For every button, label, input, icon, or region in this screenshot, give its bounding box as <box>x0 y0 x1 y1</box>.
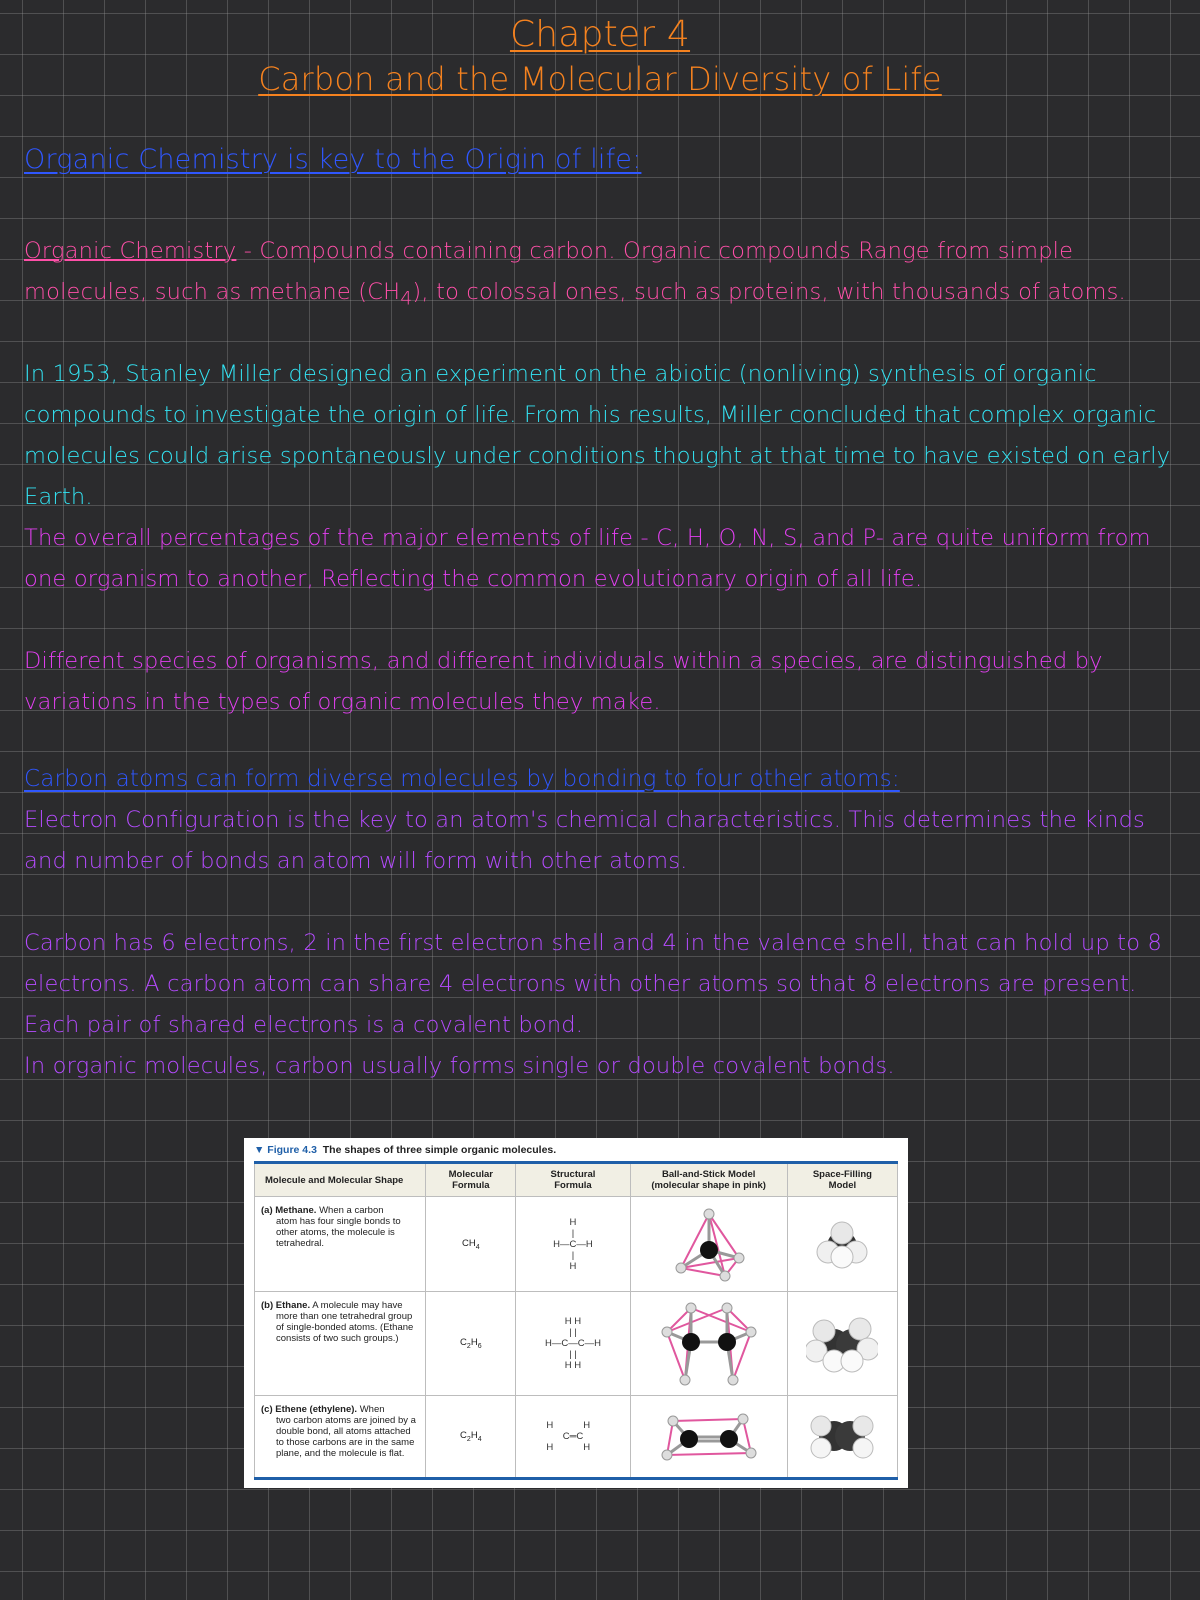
molecule-shapes-table <box>254 1161 898 1480</box>
carbon-electrons-paragraph: Carbon has 6 electrons, 2 in the first electron shell and 4 in the valence shell, that can hold up to 8 electrons. A carbon atom can share 4 electrons with other atoms so that 8 electrons are present. Each pair of shared electrons is a covalent bond. <box>24 930 1163 1038</box>
organic-chemistry-paragraph <box>24 231 1194 320</box>
table-header-row <box>255 1163 898 1197</box>
section-heading-origin: Organic Chemistry is key to the Origin of life: <box>24 144 642 175</box>
electron-configuration-paragraph: Electron Configuration is the key to an atom's chemical characteristics. This determines the kinds and number of bonds an atom will form with other atoms. <box>24 807 1145 874</box>
organic-chemistry-definition: - Compounds containing carbon. Organic compounds Range from simple molecules, such as methane (CH <box>24 238 1074 305</box>
methane-description: (a) Methane. When a carbon atom has four single bonds to other atoms, the molecule is tetrahedral. <box>255 1197 426 1292</box>
figure-caption-text: The shapes of three simple organic molecules. <box>322 1144 557 1156</box>
carbon-bonds-paragraph: In organic molecules, carbon usually forms single or double covalent bonds. <box>24 1053 895 1079</box>
organic-chemistry-definition-end: ), to colossal ones, such as proteins, with thousands of atoms. <box>412 279 1126 305</box>
figure-number: ▼ Figure 4.3 <box>254 1144 317 1156</box>
section-heading-carbon-bonding: Carbon atoms can form diverse molecules by bonding to four other atoms: <box>24 766 900 792</box>
chapter-subtitle: Carbon and the Molecular Diversity of Life <box>258 60 942 98</box>
methane-ball-and-stick-icon <box>630 1197 787 1292</box>
methane-space-filling-icon <box>787 1197 897 1292</box>
ethene-molecular-formula: $C_2H_4$ <box>426 1396 516 1479</box>
methane-subscript: 4 <box>400 288 413 310</box>
figure-caption <box>254 1144 898 1156</box>
ethane-structural-formula: H H | | H—C—C—H | | H H <box>516 1292 630 1396</box>
header-structural-formula: Structural Formula <box>516 1163 630 1197</box>
ethane-space-filling-icon <box>787 1292 897 1396</box>
ethene-structural-formula: H H C═C H H <box>516 1396 630 1479</box>
ethene-space-filling-icon <box>787 1396 897 1479</box>
table-row <box>255 1396 898 1479</box>
table-row <box>255 1292 898 1396</box>
percentages-paragraph: The overall percentages of the major elements of life - C, H, O, N, S, and P- are quite uniform from one organism to another, Reflecting the common evolutionary origin of all life. <box>24 525 1151 592</box>
ethene-ball-and-stick-icon <box>630 1396 787 1479</box>
methane-molecular-formula: $CH_4$ <box>426 1197 516 1292</box>
ethane-molecular-formula: $C_2H_6$ <box>426 1292 516 1396</box>
miller-paragraph: In 1953, Stanley Miller designed an experiment on the abiotic (nonliving) synthesis of organic compounds to investigate the origin of life. From his results, Miller concluded that complex organic molecules could arise spontaneously under conditions thought at that time to have existed on early Earth. <box>24 361 1171 510</box>
organic-chemistry-term: Organic Chemistry <box>24 238 237 264</box>
chapter-title: Chapter 4 <box>509 14 691 55</box>
header-molecule: Molecule and Molecular Shape <box>255 1163 426 1197</box>
ethane-ball-and-stick-icon <box>630 1292 787 1396</box>
header-molecular-formula: Molecular Formula <box>426 1163 516 1197</box>
header-space-filling: Space-Filling Model <box>787 1163 897 1197</box>
methane-structural-formula: H | H—C—H | H <box>516 1197 630 1292</box>
ethane-description: (b) Ethane. A molecule may have more than one tetrahedral group of single-bonded atoms. (Ethane consists of two such groups.) <box>255 1292 426 1396</box>
species-paragraph: Different species of organisms, and different individuals within a species, are distinguished by variations in the types of organic molecules they make. <box>24 648 1103 715</box>
figure-4-3 <box>244 1138 908 1488</box>
header-ball-and-stick: Ball-and-Stick Model (molecular shape in pink) <box>630 1163 787 1197</box>
ethene-description: (c) Ethene (ethylene). When two carbon atoms are joined by a double bond, all atoms attached to those carbons are in the same plane, and the molecule is flat. <box>255 1396 426 1479</box>
table-row <box>255 1197 898 1292</box>
